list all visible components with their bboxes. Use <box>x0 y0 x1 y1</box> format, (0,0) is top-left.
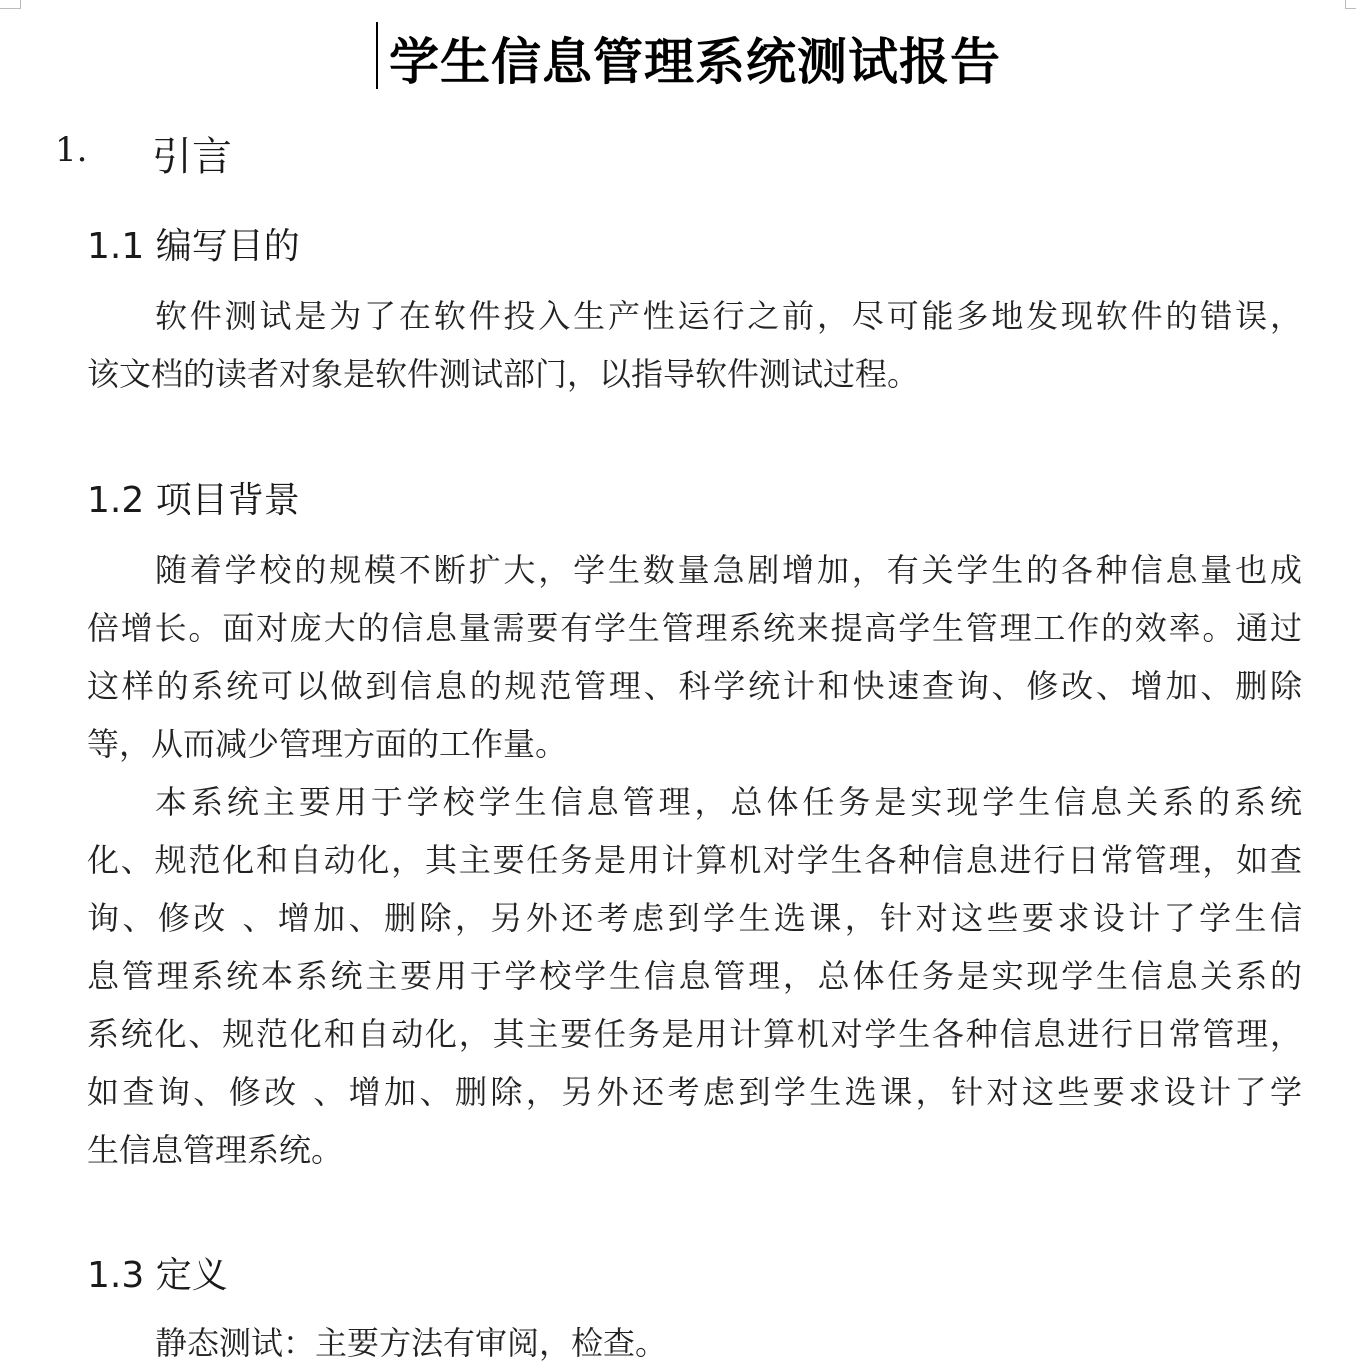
text-line: 等，从而减少管理方面的工作量。 <box>87 725 568 763</box>
heading-1-1: 1.1 编写目的 <box>87 226 300 267</box>
text-line: 息管理系统本系统主要用于学校学生信息管理，总体任务是实现学生信息关系的 <box>87 957 1302 995</box>
text-line: 系统化、规范化和自动化，其主要任务是用计算机对学生各种信息进行日常管理， <box>87 1015 1302 1053</box>
text-line: 该文档的读者对象是软件测试部门，以指导软件测试过程。 <box>87 355 920 393</box>
document-title: 学生信息管理系统测试报告 <box>389 33 1001 91</box>
heading-1-2: 1.2 项目背景 <box>87 480 300 521</box>
paragraph-purpose <box>87 287 1302 403</box>
page-corner-mark <box>1345 0 1356 9</box>
text-line: 静态测试：主要方法有审阅，检查。 <box>155 1324 668 1362</box>
text-line: 询、修改 、增加、删除，另外还考虑到学生选课，针对这些要求设计了学生信 <box>87 899 1302 937</box>
text-line: 本系统主要用于学校学生信息管理，总体任务是实现学生信息关系的系统 <box>155 783 1302 821</box>
text-line: 如查询、修改 、增加、删除，另外还考虑到学生选课，针对这些要求设计了学 <box>87 1073 1302 1111</box>
text-line: 化、规范化和自动化，其主要任务是用计算机对学生各种信息进行日常管理，如查 <box>87 841 1302 879</box>
section-title: 引言 <box>152 134 232 180</box>
text-line: 这样的系统可以做到信息的规范管理、科学统计和快速查询、修改、增加、删除 <box>87 667 1302 705</box>
paragraph-background-1 <box>87 541 1302 773</box>
text-line: 倍增长。面对庞大的信息量需要有学生管理系统来提高学生管理工作的效率。通过 <box>87 609 1302 647</box>
paragraph-background-2 <box>87 773 1302 1179</box>
page-corner-mark <box>0 0 21 9</box>
paragraph-definition <box>87 1314 1302 1372</box>
heading-1-3: 1.3 定义 <box>87 1255 228 1296</box>
text-line: 软件测试是为了在软件投入生产性运行之前，尽可能多地发现软件的错误， <box>155 297 1302 335</box>
text-line: 随着学校的规模不断扩大，学生数量急剧增加，有关学生的各种信息量也成 <box>155 551 1302 589</box>
section-number: 1. <box>55 130 88 170</box>
text-line: 生信息管理系统。 <box>87 1131 344 1169</box>
